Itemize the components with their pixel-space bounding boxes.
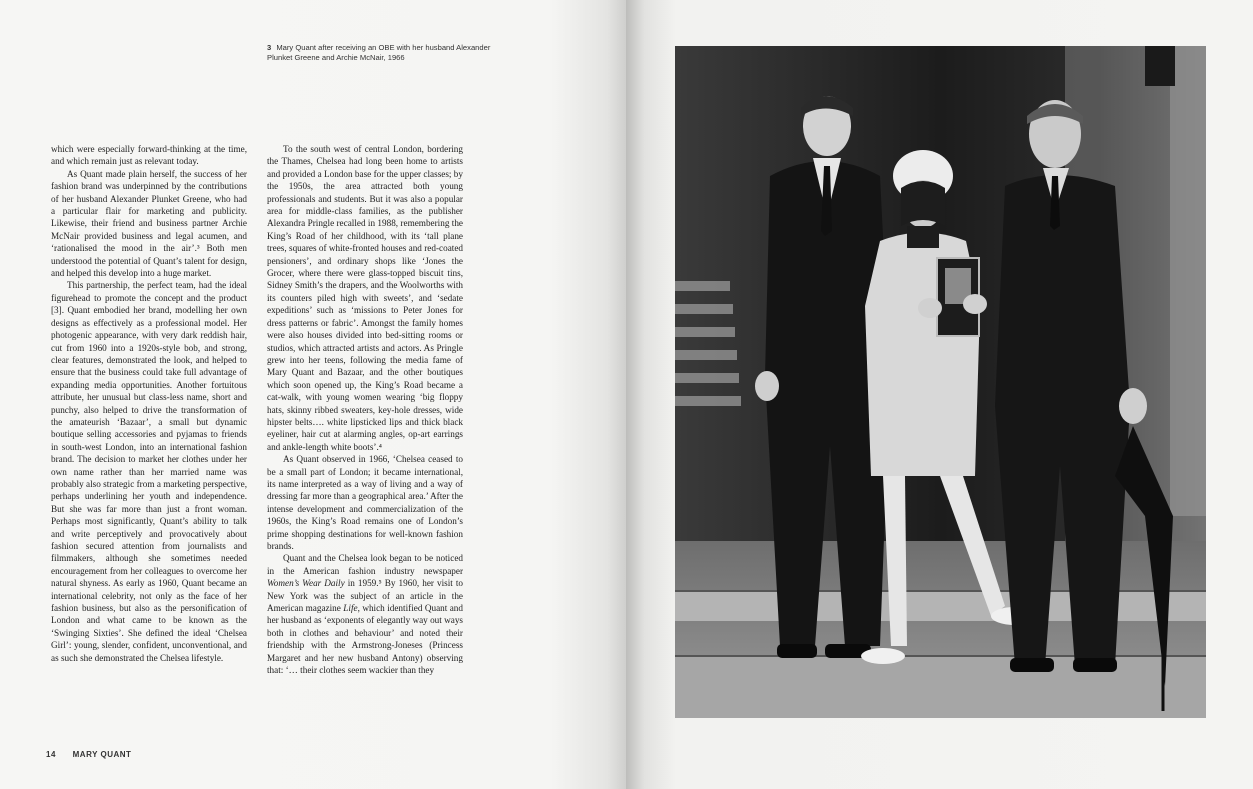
figure-caption [267, 43, 517, 63]
paragraph-text: in 1959.⁵ By 1960, her visit to New York was the subject of an article in the American magazine [267, 578, 463, 614]
paragraph [267, 552, 463, 676]
paragraph: To the south west of central London, bordering the Thames, Chelsea had long been home to artists and provided a London base for the upper classes; by the 1950s, the area attracted both young professionals and students. But it was also a popular area for middle-class families, as the publisher Alexandra Pringle recalled in 1988, remembering the King’s Road of her childhood, with its ‘tall plane trees, squares of white-fronted houses and red-coated pensioners’, and ordinary shops like ‘Jones the Grocer, where there were glass-topped biscuit tins, Sidney Smith’s the drapers, and the Woolworths with its counters piled high with sweets’, and ‘sedate expeditions’ such as ‘missions to Peter Jones for dress patterns or fabric’. Amongst the family homes were also houses divided into bed-sitting rooms or studios, which attracted artists and actors. As Pringle grew into her teens, following the media fame of Mary Quant and Bazaar, and the other boutiques which soon opened up, the King’s Road became a cat-walk, with young women wearing ‘big floppy hats, skinny ribbed sweaters, key-hole dresses, wide hipster belts…. white lipsticked lips and thick black eyeliner, hair cut at alarming angles, op-art earrings and ankle-length white boots’.⁴ [267, 144, 463, 452]
photograph-illustration [675, 46, 1206, 718]
paragraph: As Quant made plain herself, the success of her fashion brand was underpinned by the contributions of her husband Alexander Plunket Greene, who had a particular flair for marketing and publicity. Likewise, their friend and business partner Archie McNair provided business and legal acumen, and ‘rationalised the mood in the air’.³ Both men understood the potential of Quant’s talent for design, and helped this develop into a huge market. [51, 168, 247, 279]
caption-number: 3 [267, 43, 272, 52]
photograph [675, 46, 1206, 718]
publication-title: Life [343, 603, 358, 614]
page-number: 14 [46, 750, 56, 759]
text-column-2 [267, 143, 463, 676]
paragraph-text: Quant and the Chelsea look began to be noticed in the American fashion industry newspaper [267, 553, 463, 576]
caption-text: Mary Quant after receiving an OBE with her husband Alexander Plunket Greene and Archie McNair, 1966 [267, 43, 491, 62]
paragraph: which were especially forward-thinking at the time, and which remain just as relevant today. [51, 144, 247, 167]
publication-title: Women’s Wear Daily [267, 578, 345, 589]
paragraph-text: , which identified Quant and her husband as ‘exponents of elegantly way out ways both in clothes and behaviour’ and noted their friendship with the Armstrong-Joneses (Princess Margaret and her new husband Antony) observing that: ‘… their clothes seem wackier than they [267, 603, 463, 676]
running-head: MARY QUANT [72, 750, 132, 759]
left-page [0, 0, 626, 789]
paragraph: As Quant observed in 1966, ‘Chelsea ceased to be a small part of London; it became international, its name interpreted as a way of living and a way of dressing far more than a geographical area.’ After the intense development and commercialization of the 1960s, the King’s Road remains one of London’s prime shopping destinations for well-known fashion brands. [267, 454, 463, 551]
paragraph: This partnership, the perfect team, had the ideal figurehead to promote the concept and the product [3]. Quant embodied her brand, modelling her own designs as effectively as a professional model. Her photogenic appearance, with very dark reddish hair, cut from 1960 into a 1920s-style bob, and strong, clear features, demonstrated the look, and helped to ensure that the business could take full advantage of expanding media opportunities. Another fortuitous attribute, her unusual but class-less name, short and punchy, also helped to drive the transformation of the amateurish ‘Bazaar’, a small but dynamic boutique selling accessories and pyjamas to friends in south-west London, into an international fashion brand. The decision to market her clothes under her own name rather than her married name was probably also strategic from a marketing perspective, perhaps underlining her youth and independence. But she was far more than just a front woman. Perhaps most significantly, Quant’s ability to talk and write perceptively and provocatively about fashion secured attention from journalists and filmmakers, although she sometimes needed encouragement from her colleagues to overcome her natural shyness. As early as 1960, Quant became an international celebrity, not only as the face of her fashion business, but also as the personification of London and what came to be known as the ‘Swinging Sixties’. She defined the ideal ‘Chelsea Girl’: young, slender, confident, unconventional, and as such she demonstrated the Chelsea lifestyle. [51, 280, 247, 663]
text-column-1 [51, 143, 247, 664]
page-footer [46, 750, 131, 759]
